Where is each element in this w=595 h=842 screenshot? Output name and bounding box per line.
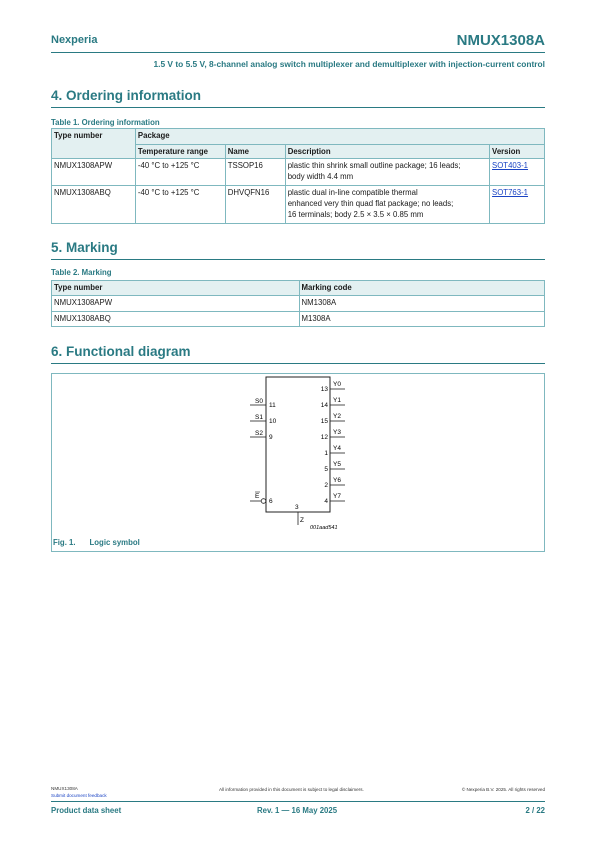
footer-doc-type: Product data sheet: [51, 806, 122, 815]
section-title-functional-diagram: 6. Functional diagram: [51, 344, 191, 359]
pin-label: Y7: [333, 493, 341, 500]
section-rule: [51, 107, 545, 108]
cell-package-name: DHVQFN16: [225, 186, 285, 224]
header-marking-code: Marking code: [299, 281, 544, 296]
footer-rule: [51, 801, 545, 802]
header-type-number: Type number: [52, 129, 136, 159]
description-line: body width 4.4 mm: [287, 172, 354, 181]
pin-label: S2: [255, 430, 263, 437]
pin-y0: [321, 381, 345, 393]
section-title-marking: 5. Marking: [51, 240, 118, 255]
pin-label: S0: [255, 398, 263, 405]
section-rule: [51, 259, 545, 260]
ic-body: [266, 377, 330, 512]
cell-type-number: NMUX1308ABQ: [52, 186, 136, 224]
header-version: Version: [490, 145, 545, 159]
pin-number: 9: [269, 434, 273, 441]
pin-label: Y2: [333, 413, 341, 420]
footer-disclaimer: All information provided in this document is subject to legal disclaimers.: [219, 787, 364, 792]
cell-marking-code: M1308A: [299, 312, 544, 327]
pin-y7: [324, 493, 345, 505]
version-link[interactable]: SOT403-1: [492, 161, 529, 170]
table-caption-ordering: Table 1. Ordering information: [51, 118, 160, 127]
description-line: plastic dual in-line compatible thermal: [287, 188, 418, 197]
description-line: enhanced very thin quad flat package; no leads;: [287, 199, 454, 208]
pin-s1: [250, 414, 277, 425]
pin-label: Y4: [333, 445, 341, 452]
pin-label: Y6: [333, 477, 341, 484]
header-description: Description: [285, 145, 489, 159]
pin-y4: [324, 445, 345, 457]
pin-label: Y0: [333, 381, 341, 388]
pin-y1: [321, 397, 345, 409]
table-row: [52, 186, 545, 224]
pin-number: 11: [269, 402, 276, 409]
cell-type-number: NMUX1308APW: [52, 159, 136, 186]
section-rule: [51, 363, 545, 364]
pin-number: 4: [324, 498, 328, 505]
diagram-id: 001aad541: [310, 525, 338, 531]
pin-number: 12: [320, 434, 328, 441]
table-row: [52, 159, 545, 186]
pin-number: 14: [320, 402, 328, 409]
pin-z: [295, 504, 304, 525]
cell-version: [490, 159, 545, 186]
description-line: 16 terminals; body 2.5 × 3.5 × 0.85 mm: [287, 210, 424, 219]
cell-type-number: NMUX1308APW: [52, 296, 300, 312]
figure-number: Fig. 1.: [53, 538, 76, 547]
cell-temperature: -40 °C to +125 °C: [135, 186, 225, 224]
inversion-bubble: [261, 499, 266, 504]
cell-description: [285, 159, 489, 186]
figure-title: Logic symbol: [89, 538, 140, 547]
pin-number: 10: [269, 418, 277, 425]
pin-label: Y1: [333, 397, 341, 404]
pin-y5: [324, 461, 345, 473]
pin-number: 2: [324, 482, 328, 489]
figure-caption: [52, 538, 140, 547]
description-line: plastic thin shrink small outline package; 16 leads;: [287, 161, 461, 170]
pin-number: 15: [320, 418, 328, 425]
footer-doc-id: NMUX1308A: [51, 786, 78, 791]
table-row: [52, 312, 545, 327]
cell-type-number: NMUX1308ABQ: [52, 312, 300, 327]
header-package: Package: [135, 129, 544, 145]
footer-copyright: © Nexperia B.V. 2025. All rights reserved: [461, 787, 545, 792]
pin-number: 6: [269, 498, 273, 505]
header-type-number: Type number: [52, 281, 300, 296]
header-rule: [51, 52, 545, 53]
pin-label: Y5: [333, 461, 341, 468]
footer-revision: Rev. 1 — 16 May 2025: [257, 806, 338, 815]
pin-number: 5: [324, 466, 328, 473]
pin-number: 1: [324, 450, 328, 457]
cell-description: [285, 186, 489, 224]
section-title-ordering: 4. Ordering information: [51, 88, 202, 103]
pin-label: E: [255, 493, 260, 500]
feedback-link[interactable]: Submit document feedback: [51, 793, 107, 798]
figure-box: [51, 373, 545, 552]
header-temperature-range: Temperature range: [135, 145, 225, 159]
table-caption-marking: Table 2. Marking: [51, 268, 112, 277]
pin-s2: [250, 430, 273, 441]
pin-y3: [321, 429, 345, 441]
ordering-table: [51, 128, 545, 224]
document-id: NMUX1308A: [456, 32, 545, 49]
cell-version: [490, 186, 545, 224]
logic-symbol-diagram: [52, 374, 546, 534]
pin-label: Z: [300, 517, 304, 524]
pin-number: 13: [320, 386, 328, 393]
header-name: Name: [225, 145, 285, 159]
pin-enable: [250, 492, 273, 505]
cell-temperature: -40 °C to +125 °C: [135, 159, 225, 186]
cell-package-name: TSSOP16: [225, 159, 285, 186]
pin-y2: [321, 413, 345, 425]
table-row: [52, 296, 545, 312]
cell-marking-code: NM1308A: [299, 296, 544, 312]
version-link[interactable]: SOT763-1: [492, 188, 529, 197]
brand-name: Nexperia: [51, 34, 98, 46]
marking-table: [51, 280, 545, 327]
pin-y6: [324, 477, 345, 489]
document-subtitle: 1.5 V to 5.5 V, 8-channel analog switch multiplexer and demultiplexer with injection-current control: [153, 59, 545, 69]
pin-s0: [250, 398, 276, 409]
pin-label: S1: [255, 414, 263, 421]
pin-label: Y3: [333, 429, 341, 436]
footer-page-number: 2 / 22: [525, 806, 545, 815]
pin-number: 3: [295, 504, 299, 511]
